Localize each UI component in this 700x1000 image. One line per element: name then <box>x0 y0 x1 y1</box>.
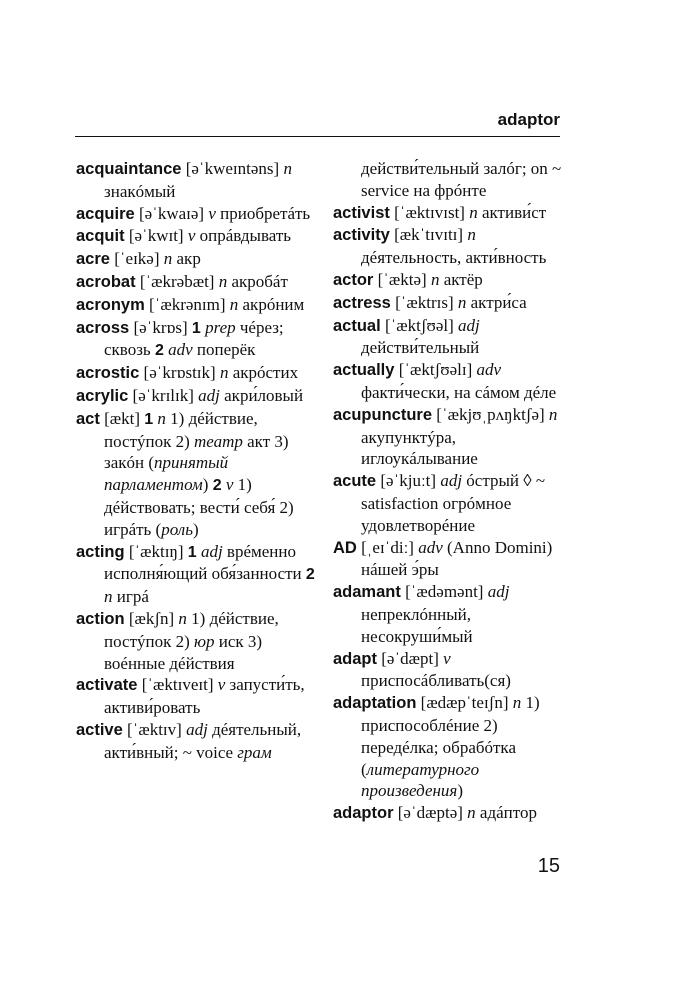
headword: activate <box>76 676 138 695</box>
transcription: [ˈækrənɪm] <box>149 294 226 314</box>
headword: acre <box>76 250 110 269</box>
translation: акрóстих <box>232 363 299 383</box>
translation: 1) дéйствие, постýпок 2) <box>104 408 258 451</box>
part-of-speech: n <box>163 249 173 269</box>
sense-number: 2 <box>212 477 222 495</box>
translation: поперёк <box>196 340 256 360</box>
transcription: [ˈæktʃʊəlɪ] <box>398 360 473 380</box>
translation: знакóмый <box>104 181 176 201</box>
dictionary-entry <box>333 224 573 269</box>
translation: приспосáбливать(ся) <box>361 671 511 691</box>
translation: ) <box>202 475 209 495</box>
usage-label: театр <box>194 431 243 451</box>
translation: акупунктýра, иглоукáлывание <box>361 427 478 469</box>
headword: actress <box>333 293 391 312</box>
transcription: [əˈkrɒs] <box>133 317 188 337</box>
part-of-speech: n <box>512 693 522 713</box>
headword: acupuncture <box>333 405 433 424</box>
part-of-speech: n <box>467 225 476 245</box>
headword: adaptor <box>333 804 394 823</box>
headword: adapt <box>333 649 378 668</box>
translation: непреклóнный, несокруши́мый <box>361 604 473 646</box>
part-of-speech: v <box>187 226 196 246</box>
right-column <box>333 158 573 825</box>
translation: игрá <box>116 587 149 607</box>
part-of-speech: n <box>283 159 292 178</box>
transcription: [ˈæktɪŋ] <box>128 541 184 561</box>
transcription: [əˈkrɒstɪk] <box>143 363 216 383</box>
sense-number: 1 <box>191 319 201 337</box>
dictionary-entry <box>333 581 573 647</box>
dictionary-entry <box>76 317 316 363</box>
transcription: [ækt] <box>104 408 140 428</box>
dictionary-entry <box>333 470 573 536</box>
transcription: [ˌeɪˈdiː] <box>361 537 414 557</box>
transcription: [ˈæktɪvɪst] <box>394 202 465 222</box>
translation: приобретáть <box>220 203 311 223</box>
headword: act <box>76 409 100 428</box>
running-head: adaptor <box>497 110 560 129</box>
part-of-speech: n <box>457 292 467 312</box>
translation: óстрый ◊ ~ satisfaction огрóмное удовлетворéние <box>361 471 546 535</box>
headword: across <box>76 318 130 337</box>
transcription: [ˈæktʃʊəl] <box>384 315 454 335</box>
translation: актёр <box>443 269 483 289</box>
headword: acquaintance <box>76 160 182 178</box>
part-of-speech: n <box>467 803 476 823</box>
translation: акрóним <box>242 294 305 314</box>
headword: adamant <box>333 583 401 602</box>
translation: действи́тельный залóг; on ~ service на фрóнте <box>361 159 562 200</box>
dictionary-entry <box>333 269 573 292</box>
part-of-speech: n <box>104 587 113 607</box>
translation: дéятельный, акти́вный; ~ voice <box>104 719 302 762</box>
usage-label: грам <box>237 742 272 762</box>
headword: action <box>76 609 125 628</box>
dictionary-entry <box>76 271 316 294</box>
headword: acquire <box>76 204 135 223</box>
sense-number: 2 <box>305 566 315 584</box>
headword: acting <box>76 542 125 561</box>
transcription: [ækʃn] <box>128 608 175 628</box>
dictionary-entry <box>76 608 316 674</box>
translation: дéятельность, акти́вность <box>361 248 547 268</box>
transcription: [ædæpˈteɪʃn] <box>420 693 509 713</box>
dictionary-entry <box>76 225 316 248</box>
translation: ) <box>457 781 463 801</box>
transcription: [ˈækjʊˌpʌŋktʃə] <box>436 404 545 424</box>
dictionary-entry <box>76 362 316 385</box>
transcription: [əˈkweɪntəns] <box>185 159 280 178</box>
transcription: [əˈkjuːt] <box>380 471 437 491</box>
transcription: [ækˈtɪvɪtɪ] <box>394 225 464 245</box>
headword: actual <box>333 316 381 335</box>
dictionary-entry <box>333 692 573 802</box>
transcription: [ˈæktrɪs] <box>395 292 454 312</box>
transcription: [ˈeɪkə] <box>114 249 160 269</box>
dictionary-entry <box>76 541 316 608</box>
translation: ) <box>192 519 199 539</box>
part-of-speech: n <box>430 269 440 289</box>
translation: факти́чески, на сáмом дéле <box>361 382 557 402</box>
part-of-speech: n <box>229 294 239 314</box>
left-column <box>76 158 316 764</box>
transcription: [əˈkrɪlɪk] <box>132 385 194 405</box>
transcription: [ˈædəmənt] <box>405 582 484 602</box>
entry-continuation <box>333 158 573 202</box>
headword: acrostic <box>76 364 140 383</box>
part-of-speech: prep <box>205 317 236 337</box>
translation: активи́ст <box>481 202 547 222</box>
dictionary-entry <box>333 404 573 470</box>
sense-number: 2 <box>154 342 164 360</box>
part-of-speech: v <box>225 475 234 495</box>
translation: 1) дéйствие, постýпок 2) <box>104 608 279 651</box>
transcription: [əˈkwaɪə] <box>138 203 205 223</box>
headword: activist <box>333 203 390 222</box>
translation: действи́тельный <box>361 338 480 358</box>
part-of-speech: adj <box>198 385 220 405</box>
dictionary-entry <box>333 292 573 315</box>
transcription: [ˈæktɪv] <box>127 719 182 739</box>
headword: activity <box>333 226 390 245</box>
transcription: [əˈkwɪt] <box>128 226 184 246</box>
dictionary-entry <box>76 294 316 317</box>
part-of-speech: adj <box>458 315 480 335</box>
translation: адáптор <box>479 803 537 823</box>
dictionary-entry <box>76 158 316 203</box>
dictionary-entry <box>76 248 316 271</box>
part-of-speech: v <box>217 675 226 695</box>
dictionary-entry <box>333 648 573 693</box>
headword: acquit <box>76 227 125 246</box>
dictionary-entry <box>76 719 316 764</box>
part-of-speech: v <box>443 648 451 668</box>
part-of-speech: n <box>219 363 229 383</box>
translation: 1) дéйствовать; вести́ себя́ 2) игрáть ( <box>104 475 294 539</box>
part-of-speech: n <box>218 271 228 291</box>
translation: врéменно исполня́ющий обя́занности <box>104 541 302 584</box>
part-of-speech: n <box>157 408 166 428</box>
header-rule <box>75 136 560 137</box>
translation: акри́ловый <box>224 385 304 405</box>
dictionary-entry <box>76 674 316 719</box>
dictionary-entry <box>333 315 573 360</box>
headword: actually <box>333 361 395 380</box>
part-of-speech: adv <box>476 360 502 380</box>
part-of-speech: v <box>208 203 216 223</box>
dictionary-entry <box>333 802 573 825</box>
headword: active <box>76 720 123 739</box>
headword: actor <box>333 270 374 289</box>
dictionary-entry <box>76 408 316 541</box>
translation: акт 3) закóн ( <box>104 431 289 473</box>
translation: иск 3) воéнные дéйствия <box>104 631 263 673</box>
headword: acute <box>333 472 377 491</box>
usage-label: юр <box>194 631 215 651</box>
translation: акробáт <box>231 271 288 291</box>
transcription: [ˈæktɪveɪt] <box>141 675 214 695</box>
translation: опрáвдывать <box>199 226 292 246</box>
transcription: [ˈæktə] <box>377 269 427 289</box>
dictionary-entry <box>333 537 573 582</box>
dictionary-entry <box>333 359 573 404</box>
part-of-speech: n <box>469 202 478 222</box>
headword: adaptation <box>333 694 417 713</box>
usage-note: роль <box>161 519 193 539</box>
transcription: [əˈdæpt] <box>381 648 439 668</box>
sense-number: 1 <box>144 410 154 428</box>
part-of-speech: n <box>178 608 187 628</box>
dictionary-entry <box>76 203 316 226</box>
part-of-speech: n <box>548 404 558 424</box>
part-of-speech: adv <box>418 537 443 557</box>
headword: AD <box>333 538 357 557</box>
headword: acrobat <box>76 272 136 291</box>
translation: запусти́ть, активи́ровать <box>104 675 305 718</box>
part-of-speech: adv <box>168 340 193 360</box>
dictionary-entry <box>333 202 573 225</box>
page-number: 15 <box>537 855 560 877</box>
part-of-speech: adj <box>487 582 510 602</box>
dictionary-entry <box>76 385 316 408</box>
headword: acronym <box>76 295 145 314</box>
translation: актри́са <box>470 292 527 312</box>
usage-note: литературного произведения <box>361 759 480 801</box>
transcription: [əˈdæptə] <box>397 803 463 823</box>
part-of-speech: adj <box>440 471 463 491</box>
translation: (Anno Domini) нáшей э́ры <box>361 537 553 580</box>
part-of-speech: adj <box>200 541 223 561</box>
sense-number: 1 <box>187 543 197 561</box>
translation: чéрез; сквозь <box>104 317 284 360</box>
translation: акр <box>176 249 201 269</box>
headword: acrylic <box>76 386 129 405</box>
translation: 1) приспособлéние 2) передéлка; обрабóтка ( <box>361 693 540 779</box>
part-of-speech: adj <box>186 719 208 739</box>
usage-note: принятый парламентом <box>104 453 229 495</box>
transcription: [ˈækrəbæt] <box>139 271 215 291</box>
